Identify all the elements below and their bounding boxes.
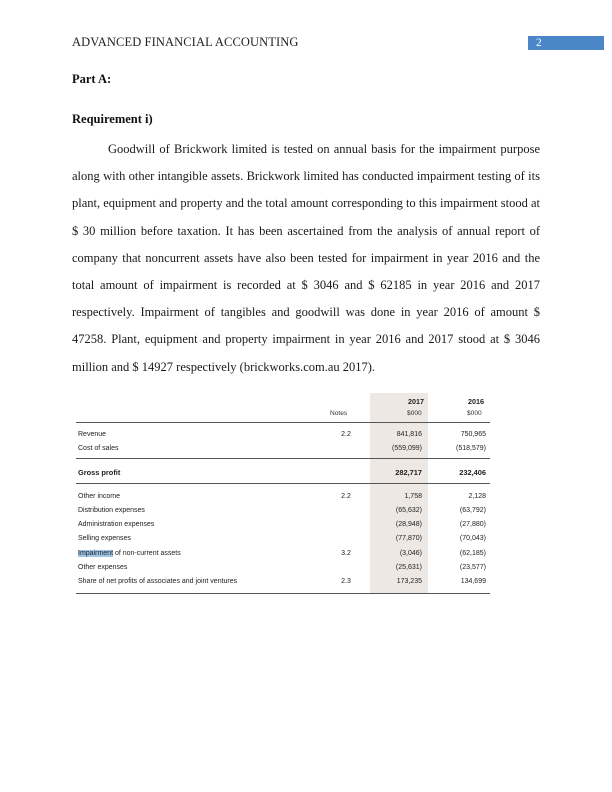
row-label: Administration expenses: [78, 521, 155, 528]
row-value-2016: (70,043): [459, 535, 486, 542]
table-bottom-rule: [76, 593, 490, 594]
row-label: Other income: [78, 493, 121, 500]
row-note: 2.2: [341, 431, 351, 438]
unit-2017: $000: [407, 410, 422, 417]
row-label: Gross profit: [78, 468, 121, 477]
row-label: Distribution expenses: [78, 507, 145, 514]
row-value-2017: 1,758: [404, 493, 422, 500]
table-row: [74, 564, 492, 574]
table-row: [74, 431, 492, 441]
row-label: Selling expenses: [78, 535, 131, 542]
paragraph-text: Goodwill of Brickwork limited is tested on annual basis for the impairment purpose along with other intangible assets. Brickwork limited has conducted impairment testing of its plant, equipment and property and the total amount corresponding to this impairment stood at $ 30 million before taxation. It has been ascertained from the analysis of annual report of company that noncurrent assets have also been tested for impairment in year 2016 and the total amount of impairment is recorded at $ 3046 and $ 62185 in year 2016 and 2017 respectively. Impairment of tangibles and goodwill was done in year 2016 of amount $ 47258. Plant, equipment and property impairment in year 2016 and 2017 stood at $ 3046 million and $ 14927 respectively (brickworks.com.au 2017).: [72, 142, 540, 374]
row-value-2016: (62,185): [459, 550, 486, 557]
table-row: [74, 521, 492, 531]
row-label: Other expenses: [78, 564, 128, 571]
table-row: [74, 445, 492, 455]
row-value-2016: (63,792): [459, 507, 486, 514]
column-header-notes: Notes: [330, 410, 348, 417]
requirement-heading: Requirement i): [72, 112, 153, 126]
row-value-2016: (518,579): [456, 445, 486, 452]
row-value-2017: (3,046): [399, 550, 422, 557]
row-label-rest: of non-current assets: [113, 550, 181, 557]
income-statement-table: [74, 393, 492, 597]
unit-2016: $000: [467, 410, 482, 417]
table-row: [74, 493, 492, 503]
row-label: Share of net profits of associates and joint ventures: [78, 578, 238, 585]
row-value-2016: 2,128: [468, 493, 486, 500]
row-value-2017: (25,631): [395, 564, 422, 571]
row-value-2016: (27,880): [459, 521, 486, 528]
row-value-2017: 841,816: [396, 431, 422, 438]
column-header-2017: 2017: [408, 397, 424, 406]
table-row-impairment: [74, 550, 492, 560]
table-row-gross-profit: [74, 468, 492, 478]
row-value-2016: 134,699: [460, 578, 486, 585]
part-heading: Part A:: [72, 72, 112, 86]
row-value-2017: (559,099): [392, 445, 422, 452]
row-label: Cost of sales: [78, 445, 119, 452]
gross-profit-bottom-rule: [76, 483, 490, 484]
row-note: 2.3: [341, 578, 351, 585]
table-row: [74, 535, 492, 545]
row-note: 3.2: [341, 550, 351, 557]
row-value-2017: (65,632): [395, 507, 422, 514]
row-value-2016: (23,577): [459, 564, 486, 571]
column-header-2016: 2016: [468, 397, 484, 406]
table-row: [74, 507, 492, 517]
row-value-2017: 173,235: [396, 578, 422, 585]
gross-profit-top-rule: [76, 458, 490, 459]
page-number-badge: 2: [528, 36, 604, 50]
body-paragraph: [72, 136, 540, 381]
row-value-2017: (28,948): [395, 521, 422, 528]
row-label: Revenue: [78, 431, 107, 438]
row-note: 2.2: [341, 493, 351, 500]
row-value-2017: (77,870): [395, 535, 422, 542]
row-value-2017: 282,717: [395, 468, 422, 477]
row-value-2016: 232,406: [459, 468, 486, 477]
running-header-title: ADVANCED FINANCIAL ACCOUNTING: [72, 35, 299, 49]
header-rule: [76, 422, 490, 423]
table-row: [74, 578, 492, 588]
row-label: [78, 550, 181, 557]
row-value-2016: 750,965: [460, 431, 486, 438]
highlighted-word: Impairment: [78, 550, 114, 557]
